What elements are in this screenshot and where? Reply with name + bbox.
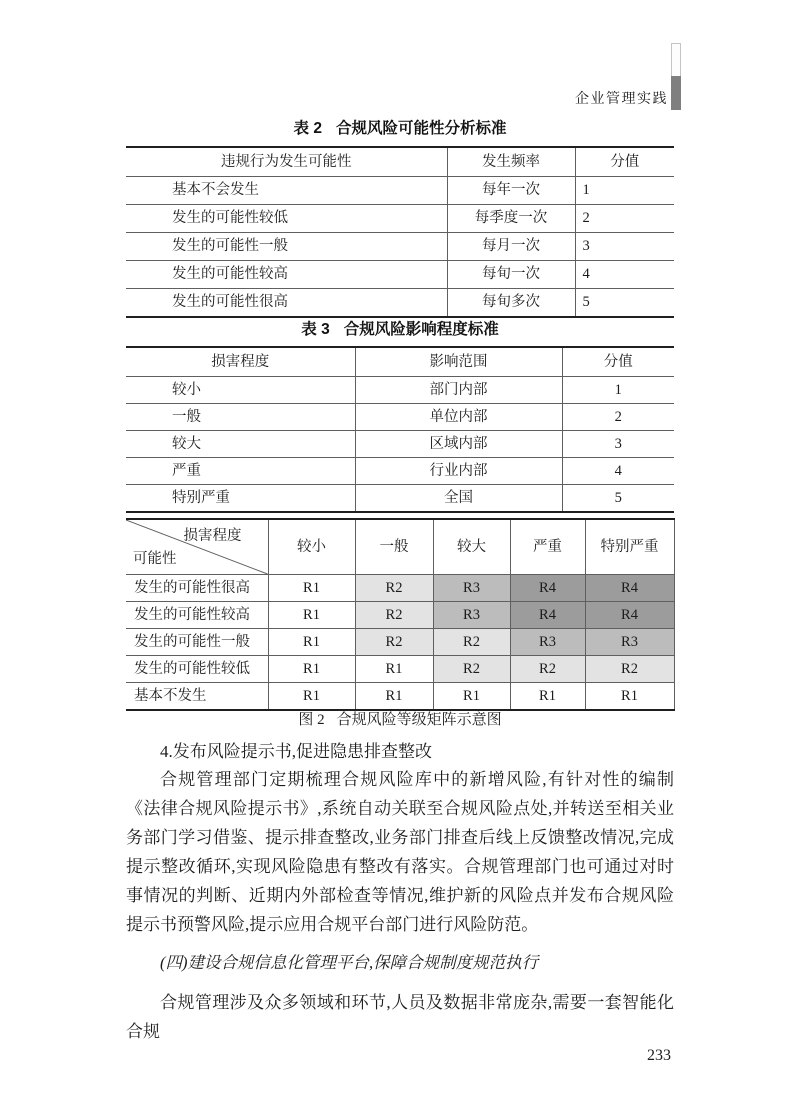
table-row (126, 205, 674, 233)
table-cell: 全国 (355, 485, 562, 513)
table-cell: 行业内部 (355, 458, 562, 485)
table-cell: 严重 (126, 458, 355, 485)
table-cell: 每旬多次 (447, 289, 575, 318)
matrix-row-label: 发生的可能性较低 (126, 656, 268, 683)
body-text-section (126, 702, 674, 1065)
table3-title (126, 317, 674, 339)
table-cell: 1 (575, 177, 674, 205)
heading-level4: 4.发布风险提示书,促进隐患排查整改 (160, 742, 432, 761)
table-cell: 每年一次 (447, 177, 575, 205)
table-row (126, 261, 674, 289)
figure2-caption-text: 合规风险等级矩阵示意图 (336, 712, 502, 728)
matrix-cell: R4 (585, 602, 674, 629)
table-row (126, 377, 674, 404)
table3-header-cell: 影响范围 (355, 347, 562, 377)
matrix-cell: R2 (355, 602, 433, 629)
margin-marker-outline (671, 43, 681, 76)
matrix-row-label: 发生的可能性一般 (126, 629, 268, 656)
matrix-row-label: 发生的可能性较高 (126, 602, 268, 629)
matrix-corner-possibility-label: 可能性 (133, 550, 177, 567)
matrix-cell: R1 (268, 656, 355, 683)
table-cell: 基本不会发生 (126, 177, 447, 205)
table2-title-label: 表 2 (293, 120, 322, 137)
table3-header-cell: 损害程度 (126, 347, 355, 377)
matrix-row (126, 656, 674, 683)
table2-title-text: 合规风险可能性分析标准 (335, 120, 507, 137)
matrix-header-cell: 特别严重 (585, 519, 674, 575)
table3-header-cell: 分值 (562, 347, 674, 377)
table-cell: 5 (575, 289, 674, 318)
table-cell: 4 (562, 458, 674, 485)
table-cell: 4 (575, 261, 674, 289)
matrix-cell: R1 (355, 683, 433, 711)
matrix-header-cell: 一般 (355, 519, 433, 575)
table3-impact-standard (126, 346, 674, 513)
matrix-cell: R4 (510, 575, 585, 602)
table-cell: 特别严重 (126, 485, 355, 513)
table2-title (126, 116, 674, 138)
matrix-corner-damage-label: 损害程度 (183, 528, 242, 544)
matrix-header-row (126, 519, 674, 575)
matrix-cell: R3 (433, 575, 510, 602)
table-cell: 发生的可能性很高 (126, 289, 447, 318)
table-cell: 每旬一次 (447, 261, 575, 289)
table-cell: 每月一次 (447, 233, 575, 261)
matrix-cell: R4 (510, 602, 585, 629)
matrix-row-label: 发生的可能性很高 (126, 575, 268, 602)
matrix-cell: R3 (510, 629, 585, 656)
table-cell: 2 (562, 404, 674, 431)
paragraph: 合规管理部门定期梳理合规风险库中的新增风险,有针对性的编制《法律合规风险提示书》,系统自动关联至合规风险点处,并转送至相关业务部门学习借鉴、提示排查整改,业务部门排查后线上反馈整改情况,完成提示整改循环,实现风险隐患有整改有落实。合规管理部门也可通过对时事情况的判断、近期内外部检查等情况,维护新的风险点并发布合规风险提示书预警风险,提示应用合规平台部门进行风险防范。 (126, 770, 674, 934)
page-number: 233 (647, 1047, 671, 1064)
table-cell: 2 (575, 205, 674, 233)
matrix-header-cell: 严重 (510, 519, 585, 575)
table-row (126, 289, 674, 318)
paragraph: 合规管理涉及众多领域和环节,人员及数据非常庞杂,需要一套智能化合规 (126, 993, 674, 1041)
margin-marker-icon (671, 43, 681, 110)
table-cell: 发生的可能性较高 (126, 261, 447, 289)
matrix-row (126, 629, 674, 656)
heading-section-four: (四)建设合规信息化管理平台,保障合规制度规范执行 (160, 953, 539, 972)
matrix-cell: R4 (585, 575, 674, 602)
matrix-cell: R1 (585, 683, 674, 711)
margin-marker-fill (671, 76, 681, 110)
table3-title-label: 表 3 (301, 321, 330, 338)
figure2-caption-label: 图 2 (298, 712, 325, 728)
matrix-cell: R1 (268, 602, 355, 629)
matrix-cell: R3 (433, 602, 510, 629)
table-cell: 发生的可能性较低 (126, 205, 447, 233)
matrix-cell: R2 (510, 656, 585, 683)
table-cell: 较小 (126, 377, 355, 404)
table-cell: 区域内部 (355, 431, 562, 458)
matrix-cell: R2 (433, 656, 510, 683)
matrix-cell: R1 (355, 656, 433, 683)
matrix-cell: R1 (510, 683, 585, 711)
table2-header-cell: 违规行为发生可能性 (126, 147, 447, 177)
matrix-cell: R3 (585, 629, 674, 656)
table-cell: 每季度一次 (447, 205, 575, 233)
table2-possibility-standard (126, 146, 674, 318)
table-row (126, 233, 674, 261)
table-cell: 3 (575, 233, 674, 261)
table-row (126, 177, 674, 205)
table-cell: 发生的可能性一般 (126, 233, 447, 261)
matrix-row (126, 575, 674, 602)
table-cell: 单位内部 (355, 404, 562, 431)
table-cell: 部门内部 (355, 377, 562, 404)
matrix-cell: R1 (268, 629, 355, 656)
matrix-cell: R1 (268, 575, 355, 602)
matrix-cell: R2 (585, 656, 674, 683)
table-cell: 1 (562, 377, 674, 404)
matrix-cell: R1 (268, 683, 355, 711)
matrix-corner-cell (126, 519, 268, 575)
table-cell: 5 (562, 485, 674, 513)
running-header: 企业管理实践 (575, 92, 668, 107)
table-row (126, 485, 674, 513)
matrix-cell: R2 (355, 629, 433, 656)
table2-header-cell: 分值 (575, 147, 674, 177)
table2-header-cell: 发生频率 (447, 147, 575, 177)
table3-title-text: 合规风险影响程度标准 (343, 321, 499, 338)
table-row (126, 458, 674, 485)
risk-level-matrix (126, 518, 675, 711)
table-cell: 一般 (126, 404, 355, 431)
table-cell: 3 (562, 431, 674, 458)
table-row (126, 404, 674, 431)
table3-header-row (126, 347, 674, 377)
table-row (126, 431, 674, 458)
figure2-caption (126, 708, 674, 729)
matrix-cell: R1 (433, 683, 510, 711)
matrix-cell: R2 (433, 629, 510, 656)
table2-header-row (126, 147, 674, 177)
matrix-row (126, 602, 674, 629)
matrix-header-cell: 较小 (268, 519, 355, 575)
matrix-header-cell: 较大 (433, 519, 510, 575)
matrix-row-label: 基本不发生 (126, 683, 268, 711)
table-cell: 较大 (126, 431, 355, 458)
matrix-cell: R2 (355, 575, 433, 602)
